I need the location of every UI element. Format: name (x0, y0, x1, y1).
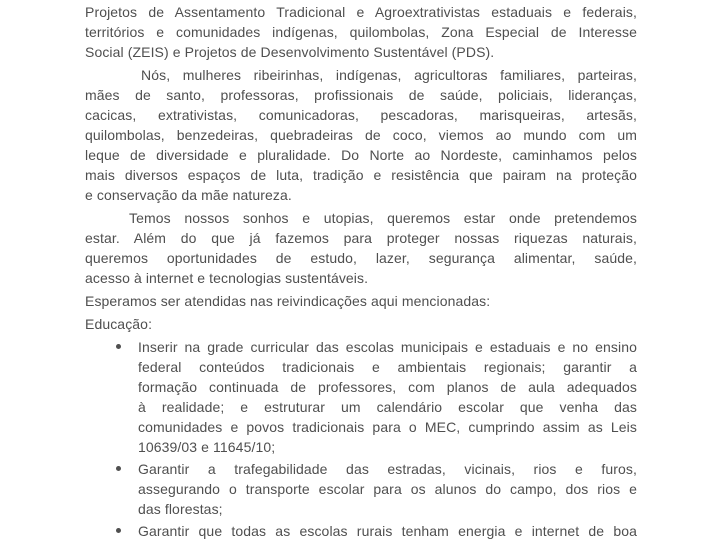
bullet-dot-icon (116, 528, 121, 533)
text-line: assegurando o transporte escolar para os alunos do campo, dos rios e (138, 481, 637, 497)
text-line: Educação: (85, 316, 153, 332)
text-line: das florestas; (138, 501, 223, 517)
education-demands-list (85, 337, 637, 541)
text-line: quilombolas, benzedeiras, quebradeiras de coco, viemos ao mundo com um (85, 127, 637, 143)
text-line: Inserir na grade curricular das escolas municipais e estaduais e no ensino (138, 339, 637, 355)
text-line: Garantir a trafegabilidade das estradas, vicinais, rios e furos, (138, 461, 637, 477)
text-line: e conservação da mãe natureza. (85, 187, 292, 203)
bullet-text (138, 337, 637, 457)
claims-intro-line (85, 291, 637, 311)
text-line: cacicas, extrativistas, comunicadoras, pescadoras, marisqueiras, artesãs, (85, 107, 637, 123)
text-line: Esperamos ser atendidas nas reivindicações aqui mencionadas: (85, 293, 491, 309)
paragraph-women-identities (85, 65, 637, 205)
text-line: territórios e comunidades indígenas, quilombolas, Zona Especial de Interesse (85, 24, 637, 40)
text-line: comunidades e povos tradicionais para o MEC, cumprindo assim as Leis (138, 419, 637, 435)
bullet-text (138, 521, 637, 541)
bullet-item-school-energy-internet (85, 521, 637, 541)
text-line: mães de santo, professoras, profissionais de saúde, policiais, lideranças, (85, 87, 637, 103)
bullet-item-roads-transport (85, 459, 637, 519)
text-line: 10639/03 e 11645/10; (138, 439, 276, 455)
text-line: leque de diversidade e pluralidade. Do Norte ao Nordeste, caminhamos pelos (85, 147, 637, 163)
paragraph-projects-continuation (85, 2, 637, 62)
text-line: federal conteúdos tradicionais e ambientais regionais; garantir a (138, 359, 637, 375)
text-line: Projetos de Assentamento Tradicional e Agroextrativistas estaduais e federais, (85, 4, 637, 20)
text-line: Social (ZEIS) e Projetos de Desenvolvimento Sustentável (PDS). (85, 44, 495, 60)
text-line: Garantir que todas as escolas rurais tenham energia e internet de boa (138, 523, 637, 539)
paragraph-dreams-utopias (85, 208, 637, 288)
text-line: Nós, mulheres ribeirinhas, indígenas, agricultoras familiares, parteiras, (141, 67, 637, 83)
text-line: à realidade; e estruturar um calendário escolar que venha das (138, 399, 637, 415)
bullet-item-curriculum (85, 337, 637, 457)
text-line: Temos nossos sonhos e utopias, queremos estar onde pretendemos (129, 210, 637, 226)
bullet-dot-icon (116, 344, 121, 349)
text-line: estar. Além do que já fazemos para proteger nossas riquezas naturais, (85, 230, 637, 246)
text-line: queremos oportunidades de estudo, lazer, segurança alimentar, saúde, (85, 250, 637, 266)
text-line: formação continuada de professores, com planos de aula adequados (138, 379, 637, 395)
bullet-dot-icon (116, 466, 121, 471)
text-line: mais diversos espaços de luta, tradição e resistência que pairam na proteção (85, 167, 637, 183)
section-heading-educacao (85, 314, 637, 334)
text-line: acesso à internet e tecnologias sustentáveis. (85, 270, 369, 286)
bullet-text (138, 459, 637, 519)
